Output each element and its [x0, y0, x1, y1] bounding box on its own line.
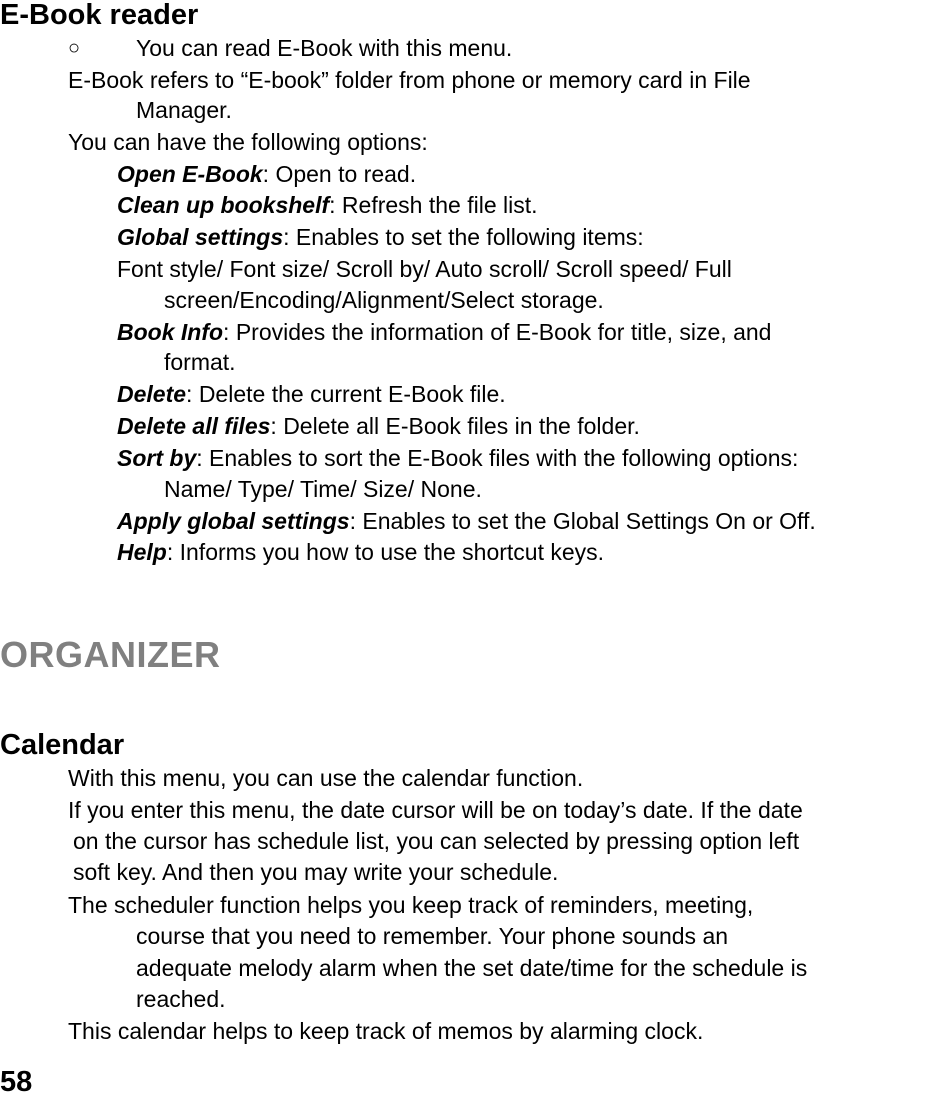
global-items-line2: screen/Encoding/Alignment/Select storage.	[164, 287, 604, 313]
option-name: Apply global settings	[117, 508, 350, 534]
option-name: Delete all files	[117, 413, 271, 439]
option-name: Global settings	[117, 224, 284, 250]
option-book-info	[117, 317, 771, 348]
global-items-line1: Font style/ Font size/ Scroll by/ Auto scroll/ Scroll speed/ Full	[117, 256, 732, 282]
option-clean-up-bookshelf	[117, 190, 538, 221]
option-desc: : Enables to set the Global Settings On or Off.	[349, 508, 816, 534]
option-name: Help	[117, 539, 167, 565]
option-delete-all-files	[117, 411, 640, 442]
option-name: Delete	[117, 381, 187, 407]
calendar-p3-line4: reached.	[136, 986, 226, 1012]
option-desc: : Provides the information of E-Book for title, size, and	[223, 319, 772, 345]
option-desc: : Enables to sort the E-Book files with the following options:	[196, 445, 799, 471]
organizer-heading: ORGANIZER	[0, 634, 221, 675]
option-help	[117, 537, 604, 568]
calendar-p2-line1: If you enter this menu, the date cursor will be on today’s date. If the date	[68, 797, 803, 823]
page-number: 58	[0, 1066, 33, 1098]
option-desc: : Open to read.	[262, 161, 417, 187]
calendar-heading: Calendar	[0, 729, 125, 761]
sort-by-cont: Name/ Type/ Time/ Size/ None.	[164, 476, 482, 502]
ebook-intro: You can read E-Book with this menu.	[136, 35, 513, 61]
option-name: Book Info	[117, 319, 224, 345]
calendar-p3-line1: The scheduler function helps you keep track of reminders, meeting,	[68, 892, 754, 918]
ebook-heading: E-Book reader	[0, 0, 199, 31]
ebook-refers-line2: Manager.	[136, 97, 232, 123]
option-name: Clean up bookshelf	[117, 192, 330, 218]
bullet-icon: ○	[68, 37, 81, 59]
calendar-p2-line3: soft key. And then you may write your schedule.	[73, 859, 559, 885]
calendar-p3-line3: adequate melody alarm when the set date/time for the schedule is	[136, 955, 808, 981]
option-desc: : Informs you how to use the shortcut keys.	[166, 539, 605, 565]
calendar-p3-line2: course that you need to remember. Your phone sounds an	[136, 923, 729, 949]
calendar-p1: With this menu, you can use the calendar function.	[68, 765, 584, 791]
book-info-cont: format.	[164, 349, 236, 375]
ebook-options-intro: You can have the following options:	[68, 129, 428, 155]
option-apply-global-settings	[117, 506, 816, 537]
option-delete	[117, 379, 506, 410]
calendar-p2-line2: on the cursor has schedule list, you can selected by pressing option left	[73, 828, 800, 854]
option-sort-by	[117, 443, 798, 474]
option-desc: : Enables to set the following items:	[283, 224, 644, 250]
option-desc: : Delete the current E-Book file.	[186, 381, 506, 407]
ebook-refers-line1: E-Book refers to “E-book” folder from phone or memory card in File	[68, 67, 751, 93]
option-desc: : Delete all E-Book files in the folder.	[270, 413, 640, 439]
option-name: Open E-Book	[117, 161, 263, 187]
calendar-p4: This calendar helps to keep track of memos by alarming clock.	[68, 1018, 704, 1044]
option-global-settings	[117, 222, 644, 253]
option-desc: : Refresh the file list.	[329, 192, 538, 218]
option-open-ebook	[117, 159, 416, 190]
option-name: Sort by	[117, 445, 197, 471]
